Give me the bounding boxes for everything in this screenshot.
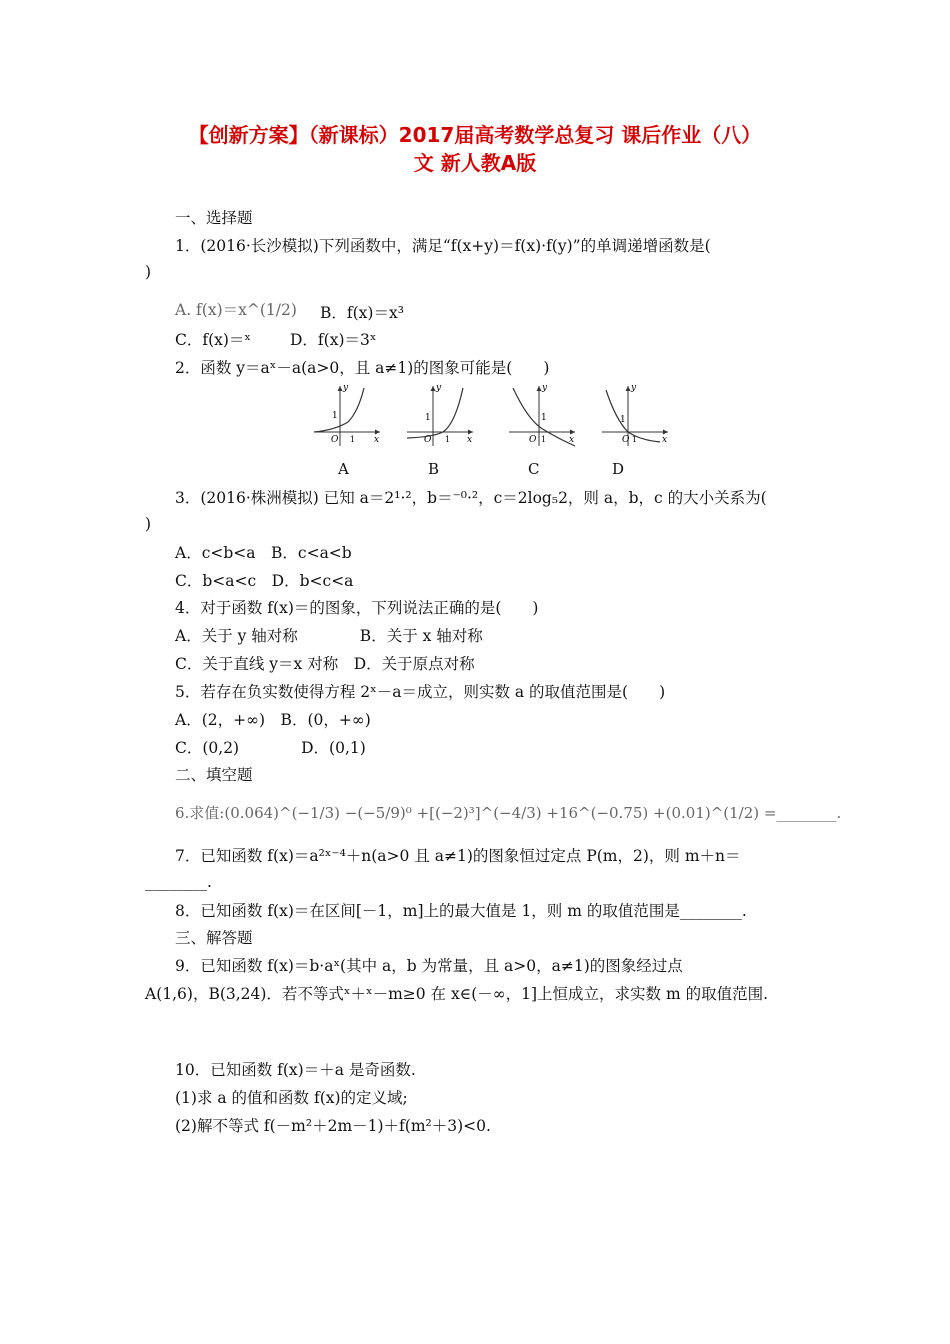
svg-text:1: 1 <box>620 415 626 425</box>
q1-option-a: A. f(x)＝x^(1/2) <box>175 301 297 319</box>
svg-text:1: 1 <box>332 411 338 421</box>
svg-text:x: x <box>374 435 380 445</box>
q6-stem: 6.求值:(0.064)^(−1/3) −(−5/9)⁰ +[(−2)³]^(−4/3) +16^(−0.75) +(0.01)^(1/2) =________. <box>175 804 842 822</box>
svg-text:1: 1 <box>425 413 431 423</box>
q10-part-1: (1)求 a 的值和函数 f(x)的定义域; <box>175 1089 408 1107</box>
q4-stem: 4．对于函数 f(x)＝的图象，下列说法正确的是( ) <box>175 599 539 617</box>
q4-options-cd: C．关于直线 y＝x 对称 D．关于原点对称 <box>175 655 475 673</box>
q9-stem: 9．已知函数 f(x)＝b·aˣ(其中 a，b 为常量，且 a>0，a≠1)的图象经过点 <box>175 957 683 975</box>
q1-option-c: C．f(x)＝ˣ <box>175 331 252 349</box>
q1-option-b: B．f(x)＝x³ <box>320 304 404 322</box>
q4-options-ab: A．关于 y 轴对称 B．关于 x 轴对称 <box>175 627 483 645</box>
q2-graph-a <box>310 380 385 450</box>
svg-text:1: 1 <box>541 435 547 444</box>
q5-options-ab: A．(2，+∞) B．(0，+∞) <box>175 711 371 729</box>
q10-stem: 10．已知函数 f(x)＝＋a 是奇函数. <box>175 1061 416 1079</box>
svg-text:y: y <box>631 383 637 393</box>
q2-stem: 2．函数 y＝aˣ－a(a>0，且 a≠1)的图象可能是( ) <box>175 359 550 377</box>
q3-options-cd: C．b<a<c D．b<c<a <box>175 572 354 590</box>
svg-text:O: O <box>529 435 537 445</box>
svg-text:x: x <box>569 435 575 445</box>
q7-stem-cont: ________. <box>145 873 212 891</box>
q2-caption-c: C <box>528 460 540 478</box>
page-title-line-1: 【创新方案】（新课标）2017届高考数学总复习 课后作业（八） <box>188 123 762 147</box>
svg-text:y: y <box>542 383 548 393</box>
q1-option-d: D．f(x)＝3ˣ <box>290 331 377 349</box>
svg-text:O: O <box>331 435 339 445</box>
section-fill-blank: 二、填空题 <box>175 766 253 784</box>
svg-text:y: y <box>343 383 349 393</box>
svg-text:1: 1 <box>632 435 638 444</box>
q2-graph-d <box>598 380 673 450</box>
q2-caption-a: A <box>338 460 349 478</box>
q3-stem: 3．(2016·株洲模拟) 已知 a＝2¹·²，b＝⁻⁰·²，c＝2log₅2，则 a，b，c 的大小关系为( <box>175 489 767 507</box>
svg-text:1: 1 <box>445 435 451 444</box>
page-title-line-2: 文 新人教A版 <box>413 151 537 175</box>
q10-part-2: (2)解不等式 f(－m²＋2m－1)＋f(m²＋3)<0. <box>175 1117 491 1135</box>
q9-stem-cont: A(1,6)，B(3,24)．若不等式ˣ＋ˣ－m≥0 在 x∈(－∞，1]上恒成立，求实数 m 的取值范围. <box>145 985 769 1003</box>
svg-text:y: y <box>436 383 442 393</box>
q2-caption-d: D <box>612 460 625 478</box>
q8-stem: 8．已知函数 f(x)＝在区间[－1，m]上的最大值是 1，则 m 的取值范围是________. <box>175 902 747 920</box>
q3-options-ab: A．c<b<a B．c<a<b <box>175 544 352 562</box>
svg-text:O: O <box>424 435 432 445</box>
q2-graph-c <box>505 380 580 450</box>
svg-text:O: O <box>622 435 630 445</box>
section-choice: 一、选择题 <box>175 209 253 227</box>
q7-stem: 7．已知函数 f(x)＝a²ˣ⁻⁴＋n(a>0 且 a≠1)的图象恒过定点 P(m，2)，则 m＋n＝ <box>175 847 741 865</box>
svg-text:1: 1 <box>350 435 356 444</box>
q3-stem-cont: ) <box>145 515 152 533</box>
q2-caption-b: B <box>428 460 440 478</box>
q5-stem: 5．若存在负实数使得方程 2ˣ－a＝成立，则实数 a 的取值范围是( ) <box>175 683 666 701</box>
section-answer: 三、解答题 <box>175 929 253 947</box>
q2-graph-b <box>403 380 478 450</box>
svg-text:1: 1 <box>541 413 547 423</box>
svg-text:x: x <box>467 435 473 445</box>
svg-text:x: x <box>662 435 668 445</box>
q1-stem: 1．(2016·长沙模拟)下列函数中，满足“f(x+y)＝f(x)·f(y)”的单调递增函数是( <box>175 237 711 255</box>
q5-options-cd: C．(0,2) D．(0,1) <box>175 739 366 757</box>
q1-stem-cont: ) <box>145 263 152 281</box>
